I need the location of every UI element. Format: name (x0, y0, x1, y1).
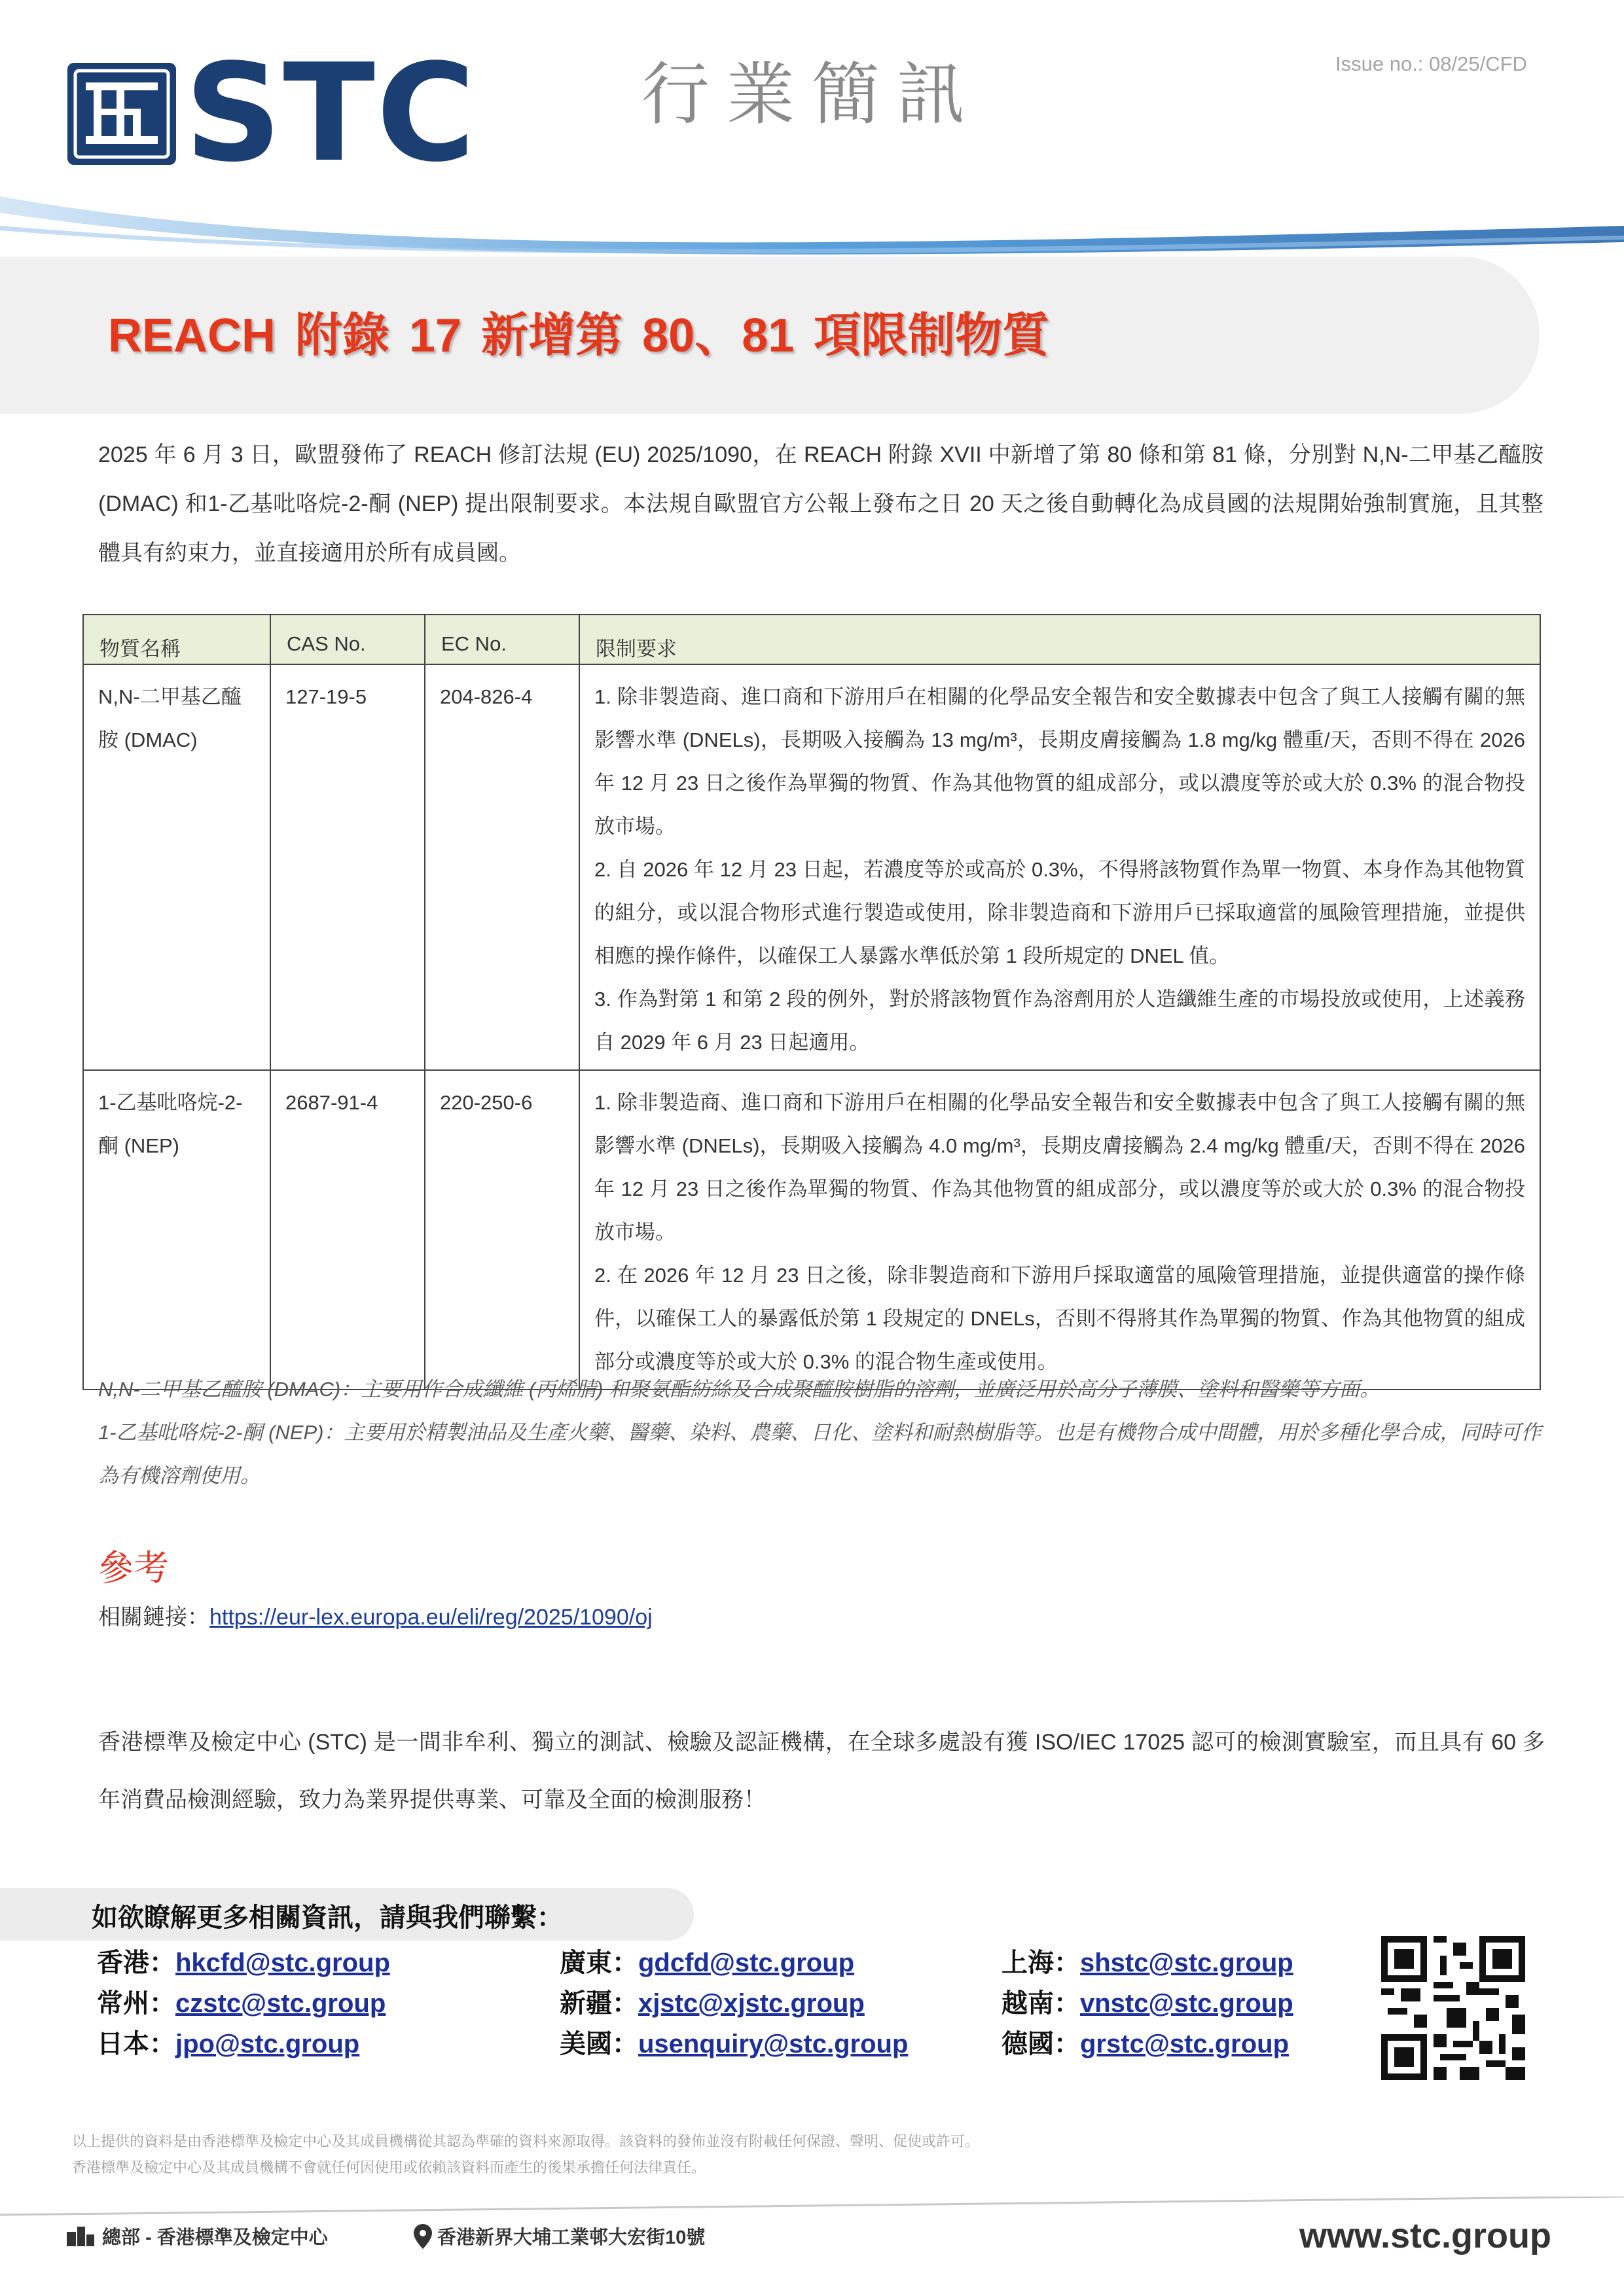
website-link[interactable]: www.stc.group (1299, 2216, 1552, 2255)
contact-column-2 (560, 1943, 908, 2064)
requirement-item: 2. 在 2026 年 12 月 23 日之後，除非製造商和下游用戶採取適當的風險管理措施，並提供適當的操作條件，以確保工人的暴露低於第 1 段規定的 DNELs，否則不得將其作為單獨的物質、作為其他物質的組成部分或濃度等於或大於 0.3% 的混合物生產或使用。 (594, 1264, 1525, 1373)
restriction-requirements (579, 664, 1540, 1070)
stc-emblem-icon (67, 63, 176, 165)
issue-number: Issue no.: 08/25/CFD (1335, 52, 1527, 75)
contact-item-xinjiang (560, 1983, 908, 2024)
intro-paragraph: 2025 年 6 月 3 日，歐盟發佈了 REACH 修訂法規 (EU) 2025/1090，在 REACH 附錄 XVII 中新增了第 80 條和第 81 條，分別對 N,N-二甲基乙醯胺 (DMAC) 和1-乙基吡咯烷-2-酮 (NEP) 提出限制要求。本法規自歐盟官方公報上發布之日 20 天之後自動轉化為成員國的法規開始強制實施，且其整體具有約束力，並直接適用於所有成員國。 (98, 442, 1543, 565)
contact-region: 常州： (97, 1989, 175, 2018)
substance-footnotes (98, 1368, 1545, 1498)
contact-item-shanghai (1001, 1943, 1293, 1983)
ec-number: 220-250-6 (425, 1070, 579, 1390)
footnote-dmac: N,N-二甲基乙醯胺 (DMAC)：主要用作合成纖維 (丙烯腈) 和聚氨酯紡絲及合成聚醯胺樹脂的溶劑，並廣泛用於高分子薄膜、塗料和醫藥等方面。 (98, 1378, 1380, 1401)
qr-code-icon[interactable] (1381, 1936, 1525, 2080)
requirement-item: 3. 作為對第 1 和第 2 段的例外，對於將該物質作為溶劑用於人造纖維生產的市場投放或使用，上述義務自 2029 年 6 月 23 日起適用。 (594, 988, 1525, 1054)
contact-email[interactable]: jpo@stc.group (175, 2030, 360, 2058)
contact-region: 廣東： (560, 1948, 638, 1977)
restriction-requirements (579, 1070, 1540, 1390)
building-icon (65, 2224, 96, 2246)
disclaimer-line: 香港標準及檢定中心及其成員機構不會就任何因使用或依賴該資料而產生的後果承擔任何法律責任。 (72, 2159, 706, 2176)
header-wave-decoration (0, 177, 1624, 262)
footnote-nep: 1-乙基吡咯烷-2-酮 (NEP)：主要用於精製油品及生產火藥、醫藥、染料、農藥、日化、塗料和耐熱樹脂等。也是有機物合成中間體，用於多種化學合成，同時可作為有機溶劑使用。 (98, 1421, 1542, 1487)
header-title: 行業簡訊 (641, 54, 983, 134)
header-substance-name: 物質名稱 (83, 615, 270, 664)
header-requirements: 限制要求 (579, 615, 1540, 664)
contact-region: 上海： (1001, 1948, 1080, 1977)
stc-logo-mark (67, 63, 176, 165)
disclaimer (72, 2128, 979, 2181)
main-title: REACH 附錄 17 新增第 80、81 項限制物質 (108, 310, 1050, 362)
location-pin-icon (414, 2224, 432, 2249)
contact-email[interactable]: hkcfd@stc.group (175, 1948, 390, 1977)
requirement-item: 2. 自 2026 年 12 月 23 日起，若濃度等於或高於 0.3%，不得將該物質作為單一物質、本身作為其他物質的組分，或以混合物形式進行製造或使用，除非製造商和下游用戶已採取適當的風險管理措施，並提供相應的操作條件，以確保工人暴露水準低於第 1 段所規定的 DNEL 值。 (594, 858, 1525, 967)
table-header-row (83, 615, 1540, 664)
reference-link[interactable]: https://eur-lex.europa.eu/eli/reg/2025/1090/oj (209, 1605, 653, 1630)
about-stc-paragraph: 香港標準及檢定中心 (STC) 是一間非牟利、獨立的測試、檢驗及認証機構，在全球多處設有獲 ISO/IEC 17025 認可的檢測實驗室，而且具有 60 多年消費品檢測經驗，致力為業界提供專業、可靠及全面的檢測服務！ (98, 1730, 1545, 1812)
contact-item-usa (560, 2024, 908, 2064)
restriction-table (82, 614, 1541, 1390)
contact-column-3 (1001, 1943, 1293, 2064)
substance-name: N,N-二甲基乙醯胺 (DMAC) (83, 664, 270, 1070)
contact-item-hongkong (97, 1943, 390, 1983)
ec-number: 204-826-4 (425, 664, 579, 1070)
contact-email[interactable]: czstc@stc.group (175, 1989, 386, 2018)
footer-address-text: 香港新界大埔工業邨大宏街10號 (437, 2227, 706, 2248)
footer-address (414, 2223, 705, 2250)
disclaimer-line: 以上提供的資料是由香港標準及檢定中心及其成員機構從其認為準確的資料來源取得。該資料的發佈並沒有附載任何保證、聲明、促使或許可。 (72, 2133, 980, 2149)
contact-email[interactable]: usenquiry@stc.group (638, 2030, 909, 2058)
contact-email[interactable]: gdcfd@stc.group (638, 1948, 855, 1977)
reference-line (98, 1599, 653, 1631)
contact-item-vietnam (1001, 1983, 1293, 2024)
contact-region: 美國： (560, 2030, 638, 2058)
header-ec-no: EC No. (425, 615, 579, 664)
table-row (83, 1070, 1540, 1390)
reference-title: 參考 (98, 1547, 169, 1588)
contact-region: 日本： (97, 2030, 175, 2058)
cas-number: 2687-91-4 (270, 1070, 425, 1390)
header-cas-no: CAS No. (270, 615, 425, 664)
contact-column-1 (97, 1943, 390, 2064)
cas-number: 127-19-5 (270, 664, 425, 1070)
contact-email[interactable]: grstc@stc.group (1080, 2030, 1290, 2058)
contact-item-japan (97, 2024, 390, 2064)
contact-region: 香港： (97, 1948, 175, 1977)
footer-hq-text: 總部 - 香港標準及檢定中心 (102, 2227, 328, 2248)
contact-email[interactable]: shstc@stc.group (1080, 1948, 1293, 1977)
contact-region: 德國： (1001, 2030, 1080, 2058)
requirement-item: 1. 除非製造商、進口商和下游用戶在相關的化學品安全報告和安全數據表中包含了與工人接觸有關的無影響水準 (DNELs)，長期吸入接觸為 4.0 mg/m³，長期皮膚接觸為 2.4 mg/kg 體重/天，否則不得在 2026 年 12 月 23 日之後作為單獨的物質、作為其他物質的組成部分，或以濃度等於或大於 0.3% 的混合物投放市場。 (594, 1091, 1525, 1244)
contact-item-changzhou (97, 1983, 390, 2024)
table-row (83, 664, 1540, 1070)
reference-label: 相關鏈接： (98, 1605, 209, 1630)
contact-region: 新疆： (560, 1989, 638, 2018)
footer-divider (0, 2197, 1624, 2216)
stc-logo-text: STC (185, 35, 477, 192)
contact-email[interactable]: vnstc@stc.group (1080, 1989, 1293, 2018)
contact-item-guangdong (560, 1943, 908, 1983)
requirement-item: 1. 除非製造商、進口商和下游用戶在相關的化學品安全報告和安全數據表中包含了與工人接觸有關的無影響水準 (DNELs)，長期吸入接觸為 13 mg/m³，長期皮膚接觸為 1.8 mg/kg 體重/天，否則不得在 2026 年 12 月 23 日之後作為單獨的物質、作為其他物質的組成部分，或以濃度等於或大於 0.3% 的混合物投放市場。 (594, 685, 1525, 838)
contact-item-germany (1001, 2024, 1293, 2064)
footer-hq (65, 2223, 328, 2250)
substance-name: 1-乙基吡咯烷-2-酮 (NEP) (83, 1070, 270, 1390)
contact-title: 如欲瞭解更多相關資訊，請與我們聯繫： (92, 1903, 563, 1932)
contact-email[interactable]: xjstc@xjstc.group (638, 1989, 865, 2018)
contact-region: 越南： (1001, 1989, 1080, 2018)
